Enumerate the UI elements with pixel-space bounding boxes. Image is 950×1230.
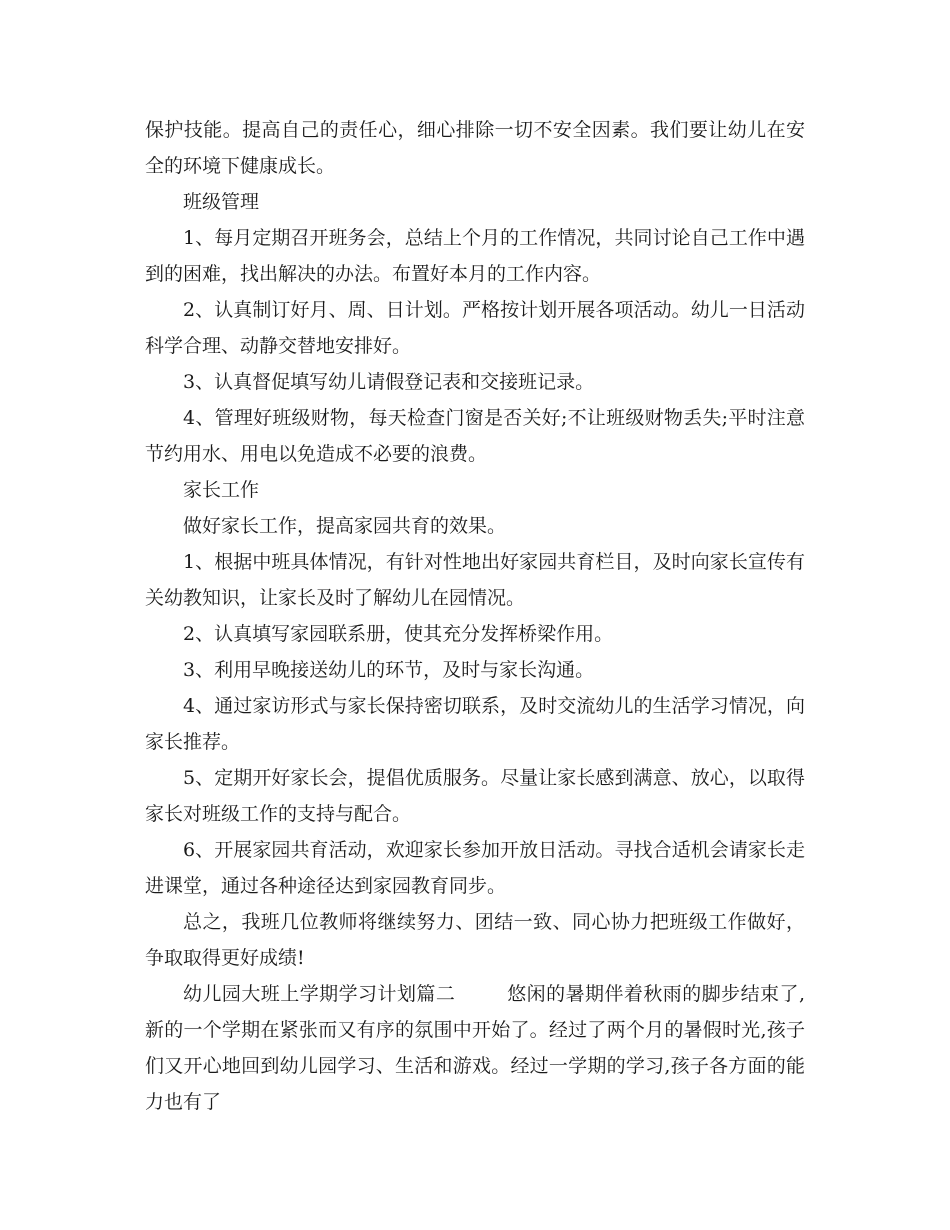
paragraph-item: 4、通过家访形式与家长保持密切联系，及时交流幼儿的生活学习情况，向家长推荐。: [145, 695, 805, 753]
paragraph-item: 2、认真制订好月、周、日计划。严格按计划开展各项活动。幼儿一日活动科学合理、动静交替地安排好。: [145, 299, 805, 357]
heading-gap: [455, 983, 507, 1005]
paragraph-item: 做好家长工作，提高家园共育的效果。: [183, 515, 507, 537]
paragraph-item: 4、管理好班级财物，每天检查门窗是否关好;不让班级财物丢失;平时注意节约用水、用电以免造成不必要的浪费。: [145, 407, 805, 465]
paragraph-continuation: 保护技能。提高自己的责任心，细心排除一切不安全因素。我们要让幼儿在安全的环境下健康成长。: [145, 119, 805, 177]
paragraph-item: 3、利用早晚接送幼儿的环节，及时与家长沟通。: [183, 659, 595, 681]
section-heading-parent-work: 家长工作: [183, 479, 260, 501]
document-body: [145, 112, 805, 1120]
paragraph-conclusion: 总之，我班几位教师将继续努力、团结一致、同心协力把班级工作做好，争取取得更好成绩!: [145, 911, 805, 969]
paragraph-item: 5、定期开好家长会，提倡优质服务。尽量让家长感到满意、放心，以取得家长对班级工作的支持与配合。: [145, 767, 805, 825]
paragraph-item: 3、认真督促填写幼儿请假登记表和交接班记录。: [183, 371, 595, 393]
section-heading-class-management: 班级管理: [183, 191, 260, 213]
paragraph-item: 1、根据中班具体情况，有针对性地出好家园共育栏目，及时向家长宣传有关幼教知识，让家长及时了解幼儿在园情况。: [145, 551, 805, 609]
paragraph-item: 1、每月定期召开班务会，总结上个月的工作情况，共同讨论自己工作中遇到的困难，找出解决的办法。布置好本月的工作内容。: [145, 227, 805, 285]
paragraph-plan-part-two: [145, 976, 805, 1120]
paragraph-item: 6、开展家园共育活动，欢迎家长参加开放日活动。寻找合适机会请家长走进课堂，通过各种途径达到家园教育同步。: [145, 839, 805, 897]
plan-heading: 幼儿园大班上学期学习计划篇二: [183, 983, 456, 1005]
plan-body-text: 悠闲的暑期伴着秋雨的脚步结束了,新的一个学期在紧张而又有序的氛围中开始了。经过了两个月的暑假时光,孩子们又开心地回到幼儿园学习、生活和游戏。经过一学期的学习,孩子各方面的能力也有了: [145, 983, 805, 1113]
paragraph-item: 2、认真填写家园联系册，使其充分发挥桥梁作用。: [183, 623, 614, 645]
